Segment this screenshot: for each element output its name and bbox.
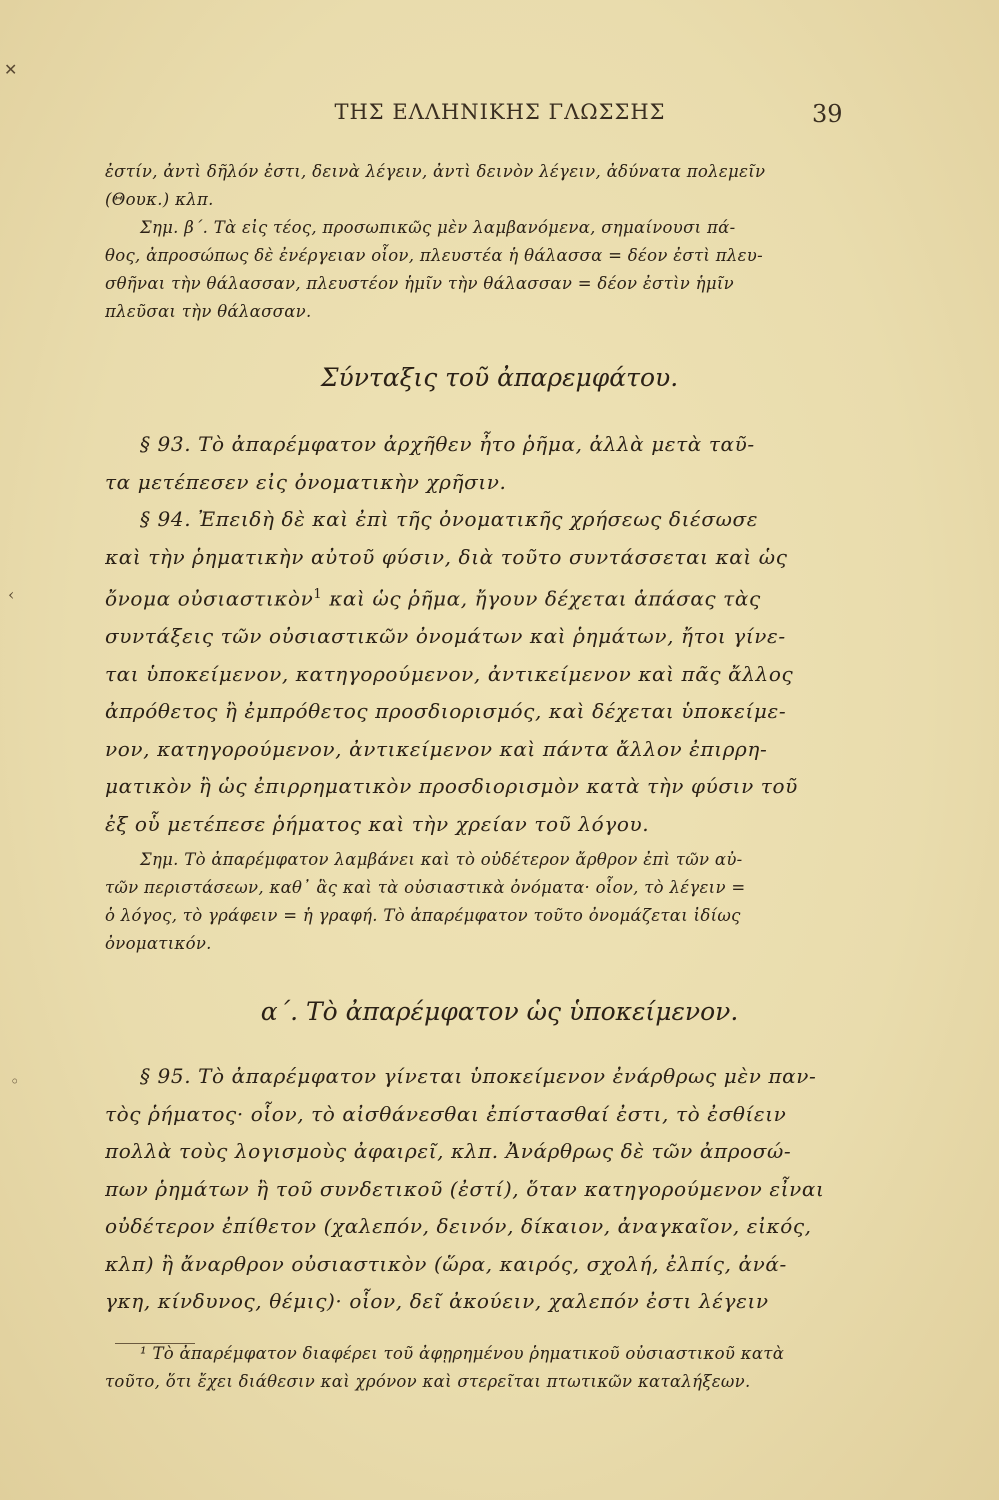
note-line: ἐστίν, ἀντὶ δῆλόν ἐστι, δεινὰ λέγειν, ἀντὶ δεινὸν λέγειν, ἀδύνατα πολεμεῖν	[105, 162, 766, 181]
paragraph-line: ἀπρόθετος ἢ ἐμπρόθετος προσδιορισμός, καὶ δέχεται ὑποκείμε-	[105, 699, 787, 724]
margin-speck: ✕	[4, 60, 18, 79]
paragraph-93	[105, 426, 845, 501]
paragraph-94	[105, 501, 845, 843]
margin-speck: ‹	[8, 585, 15, 604]
running-title: ΤΗΣ ΕΛΛΗΝΙΚΗΣ ΓΛΩΣΣΗΣ	[334, 100, 666, 124]
paragraph-line: τὸς ῥήματος· οἷον, τὸ αἰσθάνεσθαι ἐπίστασθαί ἐστι, τὸ ἐσθίειν	[105, 1101, 787, 1126]
paragraph-line: § 93. Τὸ ἀπαρέμφατον ἀρχῆθεν ἦτο ῥῆμα, ἀλλὰ μετὰ ταῦ-	[140, 432, 755, 456]
paragraph-line-part: καὶ ὡς ῥῆμα, ἤγουν δέχεται ἁπάσας τὰς	[329, 586, 761, 611]
paragraph-line: οὐδέτερον ἐπίθετον (χαλεπόν, δεινόν, δίκαιον, ἀναγκαῖον, εἰκός,	[105, 1214, 812, 1238]
note-line: πλεῦσαι τὴν θάλασσαν.	[105, 302, 312, 321]
paragraph-line: § 95. Τὸ ἀπαρέμφατον γίνεται ὑποκείμενον ἐνάρθρως μὲν παν-	[140, 1064, 817, 1088]
note-line: Σημ. Τὸ ἀπαρέμφατον λαμβάνει καὶ τὸ οὐδέτερον ἄρθρον ἐπὶ τῶν αὐ-	[140, 850, 743, 869]
note-line: ὀνοματικόν.	[105, 934, 212, 953]
paragraph-line: ται ὑποκείμενον, κατηγορούμενον, ἀντικείμενον καὶ πᾶς ἄλλος	[105, 661, 794, 686]
paragraph-line: κλπ) ἢ ἄναρθρον οὐσιαστικὸν (ὥρα, καιρός, σχολή, ἐλπίς, ἀνά-	[105, 1251, 787, 1276]
note-line: Σημ. β΄. Τὰ εἰς τέος, προσωπικῶς μὲν λαμβανόμενα, σημαίνουσι πά-	[140, 218, 736, 237]
footnote	[105, 1340, 845, 1396]
footnote-line: ¹ Τὸ ἀπαρέμφατον διαφέρει τοῦ ἀφῃρημένου ῥηματικοῦ οὐσιαστικοῦ κατὰ	[140, 1344, 785, 1363]
page-header	[0, 100, 999, 140]
page-number: 39	[812, 100, 843, 128]
note-line: (Θουκ.) κλπ.	[105, 190, 214, 209]
note-line: ὁ λόγος, τὸ γράφειν = ἡ γραφή. Τὸ ἀπαρέμφατον τοῦτο ὀνομάζεται ἰδίως	[105, 906, 741, 925]
note-mid	[105, 846, 845, 958]
note-line: τῶν περιστάσεων, καθ᾽ ἃς καὶ τὰ οὐσιαστικὰ ὀνόματα· οἷον, τὸ λέγειν =	[105, 878, 746, 897]
paragraph-line-part: ὄνομα οὐσιαστικὸν	[105, 586, 314, 611]
section-heading-syntax: Σύνταξις τοῦ ἀπαρεμφάτου.	[320, 363, 679, 392]
paragraph-95	[105, 1058, 845, 1321]
paragraph-line: συντάξεις τῶν οὐσιαστικῶν ὀνομάτων καὶ ῥημάτων, ἤτοι γίνε-	[105, 624, 786, 649]
paragraph-line: § 94. Ἐπειδὴ δὲ καὶ ἐπὶ τῆς ὀνοματικῆς χρήσεως διέσωσε	[140, 507, 759, 531]
paragraph-line: ματικὸν ἢ ὡς ἐπιρρηματικὸν προσδιορισμὸν κατὰ τὴν φύσιν τοῦ	[105, 774, 798, 799]
paragraph-line: νον, κατηγορούμενον, ἀντικείμενον καὶ πάντα ἄλλον ἐπιρρη-	[105, 736, 768, 761]
paragraph-line: πων ῥημάτων ἢ τοῦ συνδετικοῦ (ἐστί), ὅταν κατηγορούμενον εἶναι	[105, 1176, 825, 1201]
paragraph-line: ἐξ οὗ μετέπεσε ῥήματος καὶ τὴν χρείαν τοῦ λόγου.	[105, 811, 650, 836]
paragraph-line: καὶ τὴν ῥηματικὴν αὐτοῦ φύσιν, διὰ τοῦτο συντάσσεται καὶ ὡς	[105, 544, 788, 569]
paragraph-line: γκη, κίνδυνος, θέμις)· οἷον, δεῖ ἀκούειν, χαλεπόν ἐστι λέγειν	[105, 1289, 769, 1313]
paragraph-line	[105, 576, 845, 618]
paragraph-line: πολλὰ τοὺς λογισμοὺς ἀφαιρεῖ, κλπ. Ἀνάρθρως δὲ τῶν ἀπροσώ-	[105, 1139, 792, 1163]
margin-speck: ◦	[10, 1072, 20, 1091]
note-top	[105, 158, 845, 326]
note-line: θος, ἀπροσώπως δὲ ἐνέργειαν οἷον, πλευστέα ἡ θάλασσα = δέον ἐστὶ πλευ-	[105, 246, 763, 265]
section-heading-subject: α΄. Τὸ ἀπαρέμφατον ὡς ὑποκείμενον.	[260, 997, 739, 1026]
footnote-line: τοῦτο, ὅτι ἔχει διάθεσιν καὶ χρόνον καὶ στερεῖται πτωτικῶν καταλήξεων.	[105, 1372, 751, 1391]
note-line: σθῆναι τὴν θάλασσαν, πλευστέον ἡμῖν τὴν θάλασσαν = δέον ἐστὶν ἡμῖν	[105, 274, 734, 293]
footnote-marker: 1	[313, 587, 323, 602]
paragraph-line: τα μετέπεσεν εἰς ὀνοματικὴν χρῆσιν.	[105, 469, 507, 494]
